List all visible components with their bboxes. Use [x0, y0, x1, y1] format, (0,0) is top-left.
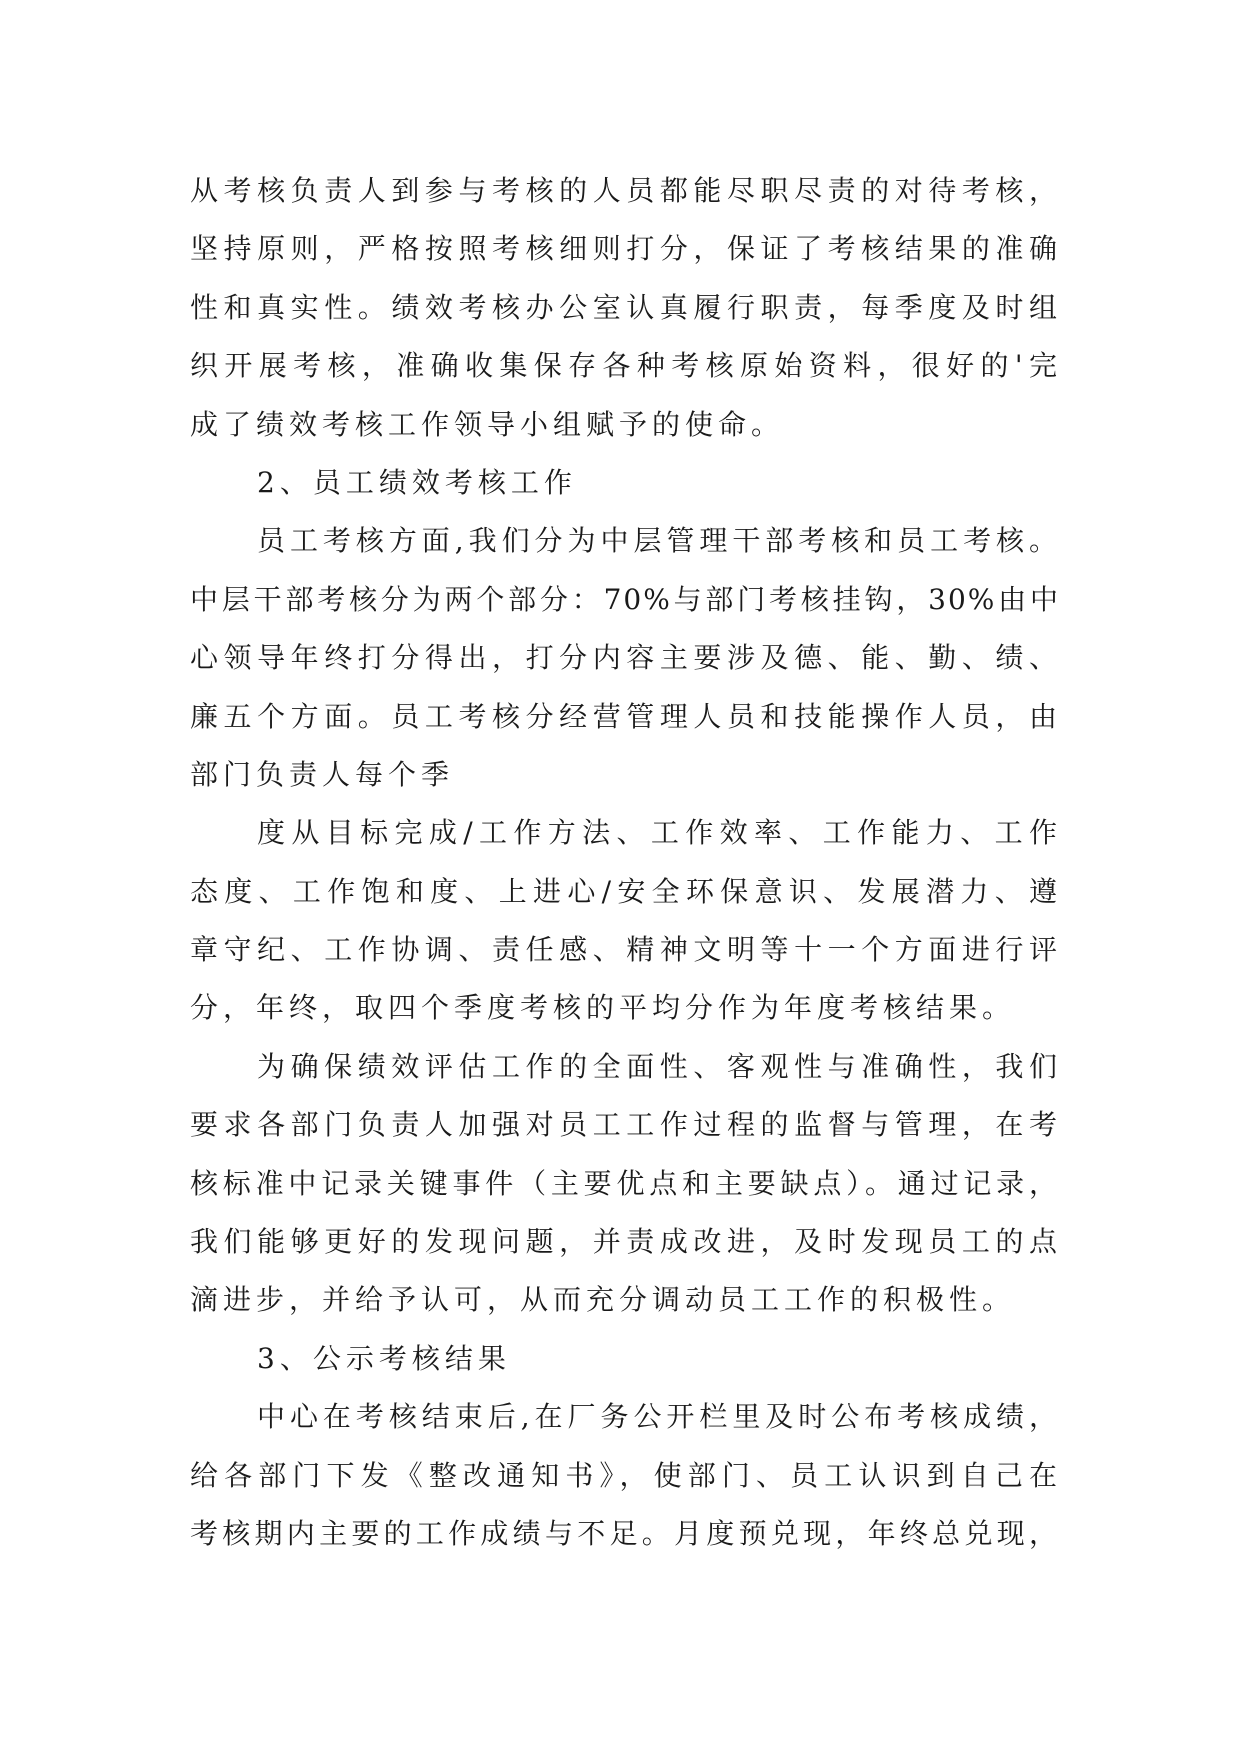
body-line: 中层干部考核分为两个部分：70%与部门考核挂钩，30%由中 — [190, 582, 1060, 616]
body-line: 我们能够更好的发现问题，并责成改进，及时发现员工的点 — [190, 1225, 1060, 1259]
body-line: 分，年终，取四个季度考核的平均分作为年度考核结果。 — [190, 991, 1016, 1025]
body-line: 从考核负责人到参与考核的人员都能尽职尽责的对待考核， — [190, 174, 1060, 207]
body-line: 员工考核方面,我们分为中层管理干部考核和员工考核。 — [257, 524, 1060, 558]
body-line: 成了绩效考核工作领导小组赋予的使命。 — [190, 407, 785, 441]
body-line: 给各部门下发《整改通知书》，使部门、员工认识到自己在 — [190, 1458, 1060, 1492]
body-line: 廉五个方面。员工考核分经营管理人员和技能操作人员，由 — [190, 699, 1060, 733]
body-line: 要求各部门负责人加强对员工工作过程的监督与管理，在考 — [190, 1108, 1060, 1142]
body-line: 部门负责人每个季 — [190, 757, 455, 791]
body-line: 中心在考核结束后,在厂务公开栏里及时公布考核成绩， — [257, 1400, 1060, 1434]
document-body — [190, 162, 1060, 1563]
body-line: 章守纪、工作协调、责任感、精神文明等十一个方面进行评 — [190, 933, 1060, 967]
body-line: 为确保绩效评估工作的全面性、客观性与准确性，我们 — [257, 1049, 1060, 1083]
body-line: 滴进步，并给予认可，从而充分调动员工工作的积极性。 — [190, 1283, 1016, 1317]
body-line: 坚持原则，严格按照考核细则打分，保证了考核结果的准确 — [190, 232, 1060, 266]
section-heading: 2、员工绩效考核工作 — [257, 465, 577, 499]
body-line: 核标准中记录关键事件（主要优点和主要缺点）。通过记录， — [190, 1166, 1060, 1200]
body-line: 心领导年终打分得出，打分内容主要涉及德、能、勤、绩、 — [190, 641, 1060, 675]
section-heading: 3、公示考核结果 — [257, 1341, 511, 1375]
body-line: 考核期内主要的工作成绩与不足。月度预兑现，年终总兑现， — [190, 1516, 1060, 1550]
body-line: 性和真实性。绩效考核办公室认真履行职责，每季度及时组 — [190, 290, 1060, 324]
body-line: 织开展考核，准确收集保存各种考核原始资料，很好的'完 — [190, 349, 1060, 383]
body-line: 态度、工作饱和度、上进心/安全环保意识、发展潜力、遵 — [190, 874, 1060, 908]
body-line: 度从目标完成/工作方法、工作效率、工作能力、工作 — [257, 816, 1060, 850]
